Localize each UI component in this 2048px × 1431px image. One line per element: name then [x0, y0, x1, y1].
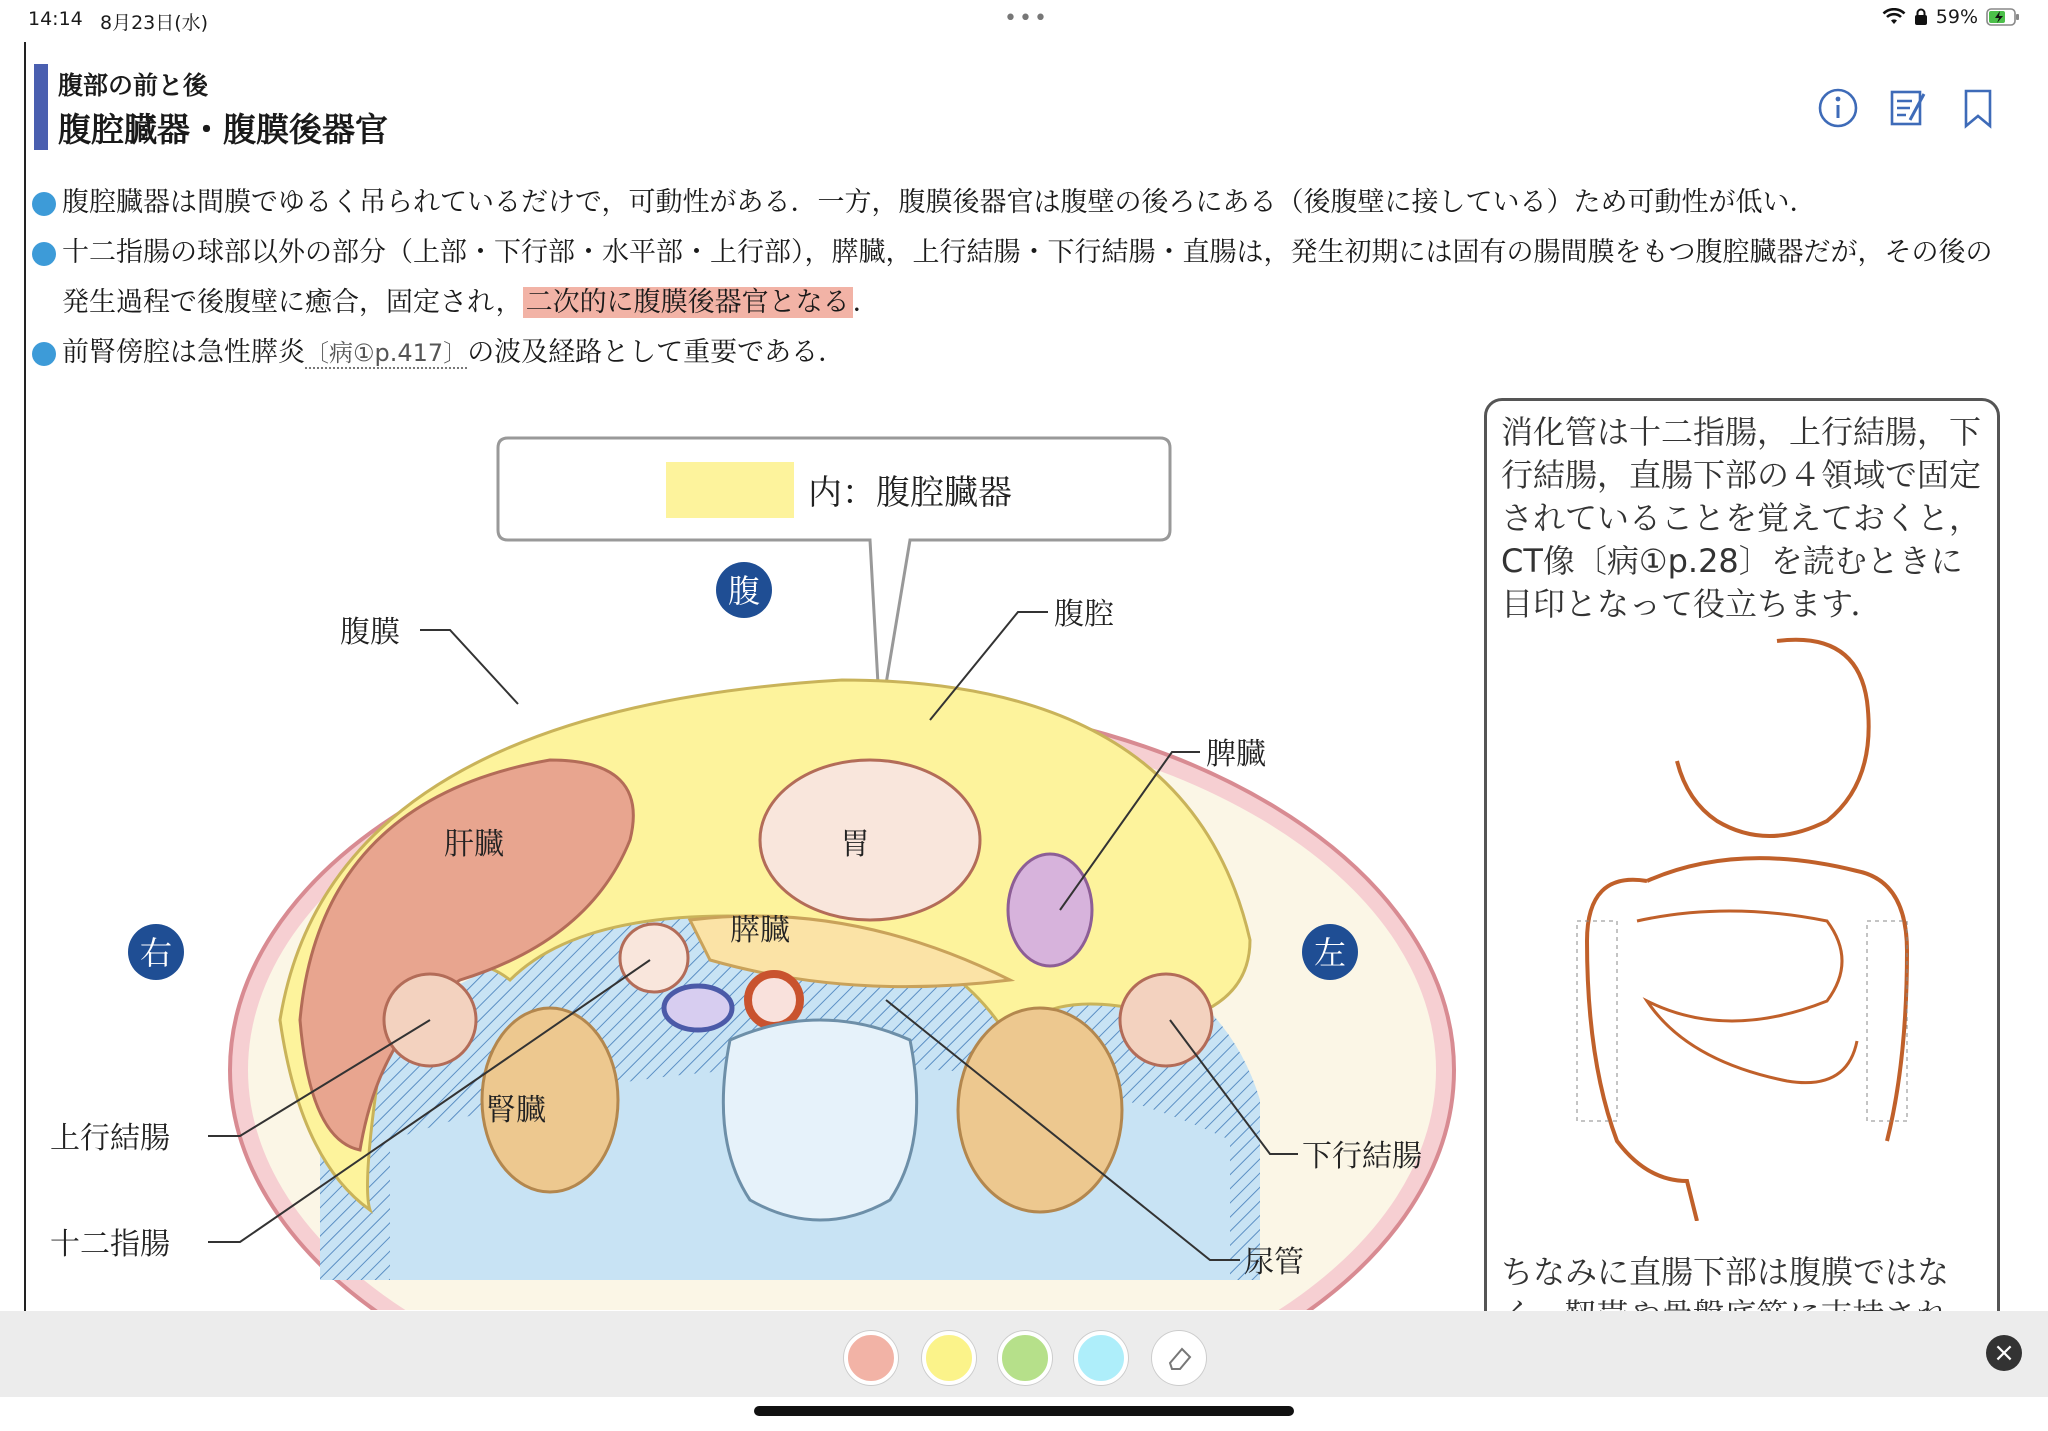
- status-right: [1882, 6, 2020, 28]
- label-duodenum: 十二指腸: [50, 1227, 170, 1262]
- page-subtitle: 腹部の前と後: [58, 71, 209, 100]
- left-kidney-shape: [958, 1008, 1122, 1212]
- side-note-box: [1484, 398, 2000, 1344]
- label-peritoneum: 腹膜: [340, 615, 400, 650]
- bullet-item: [32, 328, 2012, 378]
- battery-icon: [1986, 8, 2020, 26]
- reference-link[interactable]: 〔病①p.417〕: [305, 339, 468, 367]
- eraser-icon: [1156, 1335, 1202, 1381]
- pen-pink-button[interactable]: [844, 1331, 898, 1385]
- front-marker-label: 腹: [727, 572, 761, 610]
- pen-green-button[interactable]: [998, 1331, 1052, 1385]
- eraser-button[interactable]: [1152, 1331, 1206, 1385]
- ivc-shape: [664, 986, 732, 1030]
- label-ascending-colon: 上行結腸: [50, 1121, 170, 1156]
- battery-percent: 59%: [1935, 6, 1978, 28]
- side-note-continued: ちなみに直腸下部は腹膜ではな: [1501, 1253, 1950, 1291]
- side-note-text: 消化管は十二指腸，上行結腸，下行結腸，直腸下部の４領域で固定されていることを覚えておくと，CT像〔病①p.28〕を読むときに目印となって役立ちます．: [1501, 413, 1982, 623]
- digestive-tract-illustration: [1527, 621, 1957, 1221]
- legend-callout: [498, 438, 1170, 720]
- bullet-text: ．: [852, 287, 880, 318]
- label-peritoneal-cavity: 腹腔: [1054, 597, 1114, 632]
- bullet-text: の波及経路として重要である．: [467, 337, 846, 368]
- label-descending-colon: 下行結腸: [1302, 1139, 1422, 1174]
- note-icon[interactable]: [1886, 86, 1930, 130]
- markup-toolbar: [0, 1311, 2048, 1397]
- toolbar: [1816, 86, 2000, 130]
- bullet-list: [32, 178, 2012, 378]
- page-left-rule: [24, 42, 26, 1312]
- stomach-shape: [760, 760, 980, 920]
- legend-swatch: [666, 462, 794, 518]
- pen-blue-button[interactable]: [1074, 1331, 1128, 1385]
- lock-rotation-icon: [1914, 8, 1928, 26]
- left-marker-label: 左: [1313, 934, 1347, 972]
- legend-label: 内：腹腔臓器: [808, 473, 1012, 513]
- bullet-item: [32, 178, 2012, 228]
- pen-yellow-button[interactable]: [922, 1331, 976, 1385]
- status-time: 14:14: [28, 8, 83, 30]
- multitask-dots-icon[interactable]: •••: [1004, 6, 1049, 31]
- abdomen-cross-section-diagram: [30, 380, 1490, 1310]
- descending-colon-shape: [1120, 974, 1212, 1066]
- label-ureter: 尿管: [1244, 1245, 1304, 1280]
- bookmark-icon[interactable]: [1956, 86, 2000, 130]
- title-accent-bar: [34, 64, 48, 150]
- bullet-text: 十二指腸の球部以外の部分（上部・下行部・水平部・上行部），膵臓，上行結腸・下行結腸・直腸は，発生初期には固有の腸間膜をもつ腹腔臓器だが，その後の発生過程で後腹壁に癒合，固定され，: [62, 237, 1993, 318]
- bullet-dot-icon: [32, 242, 56, 266]
- aorta-shape: [748, 974, 800, 1026]
- bullet-text: 前腎傍腔は急性膵炎: [62, 337, 305, 368]
- label-stomach: 胃: [840, 827, 870, 862]
- info-icon[interactable]: [1816, 86, 1860, 130]
- wifi-icon: [1882, 8, 1906, 26]
- duodenum-shape: [620, 924, 688, 992]
- label-pancreas: 膵臓: [730, 913, 790, 948]
- status-bar: [0, 0, 2048, 42]
- spleen-shape: [1008, 854, 1092, 966]
- vertebra-shape: [723, 1020, 916, 1220]
- label-spleen: 脾臓: [1206, 737, 1266, 772]
- right-marker-label: 右: [139, 934, 173, 972]
- status-date: 8月23日(水): [100, 12, 209, 34]
- highlighted-text[interactable]: 二次的に腹膜後器官となる: [523, 287, 853, 318]
- bullet-text: 腹腔臓器は間膜でゆるく吊られているだけで，可動性がある．一方，腹膜後器官は腹壁の後ろにある（後腹壁に接している）ため可動性が低い．: [62, 187, 1817, 218]
- bullet-item: [32, 228, 2012, 328]
- label-kidney: 腎臓: [486, 1093, 546, 1128]
- page-title: 腹腔臓器・腹膜後器官: [58, 110, 388, 149]
- home-indicator[interactable]: [754, 1406, 1294, 1416]
- close-icon[interactable]: ×: [1986, 1335, 2022, 1371]
- bullet-dot-icon: [32, 342, 56, 366]
- label-liver: 肝臓: [444, 827, 504, 862]
- bullet-dot-icon: [32, 192, 56, 216]
